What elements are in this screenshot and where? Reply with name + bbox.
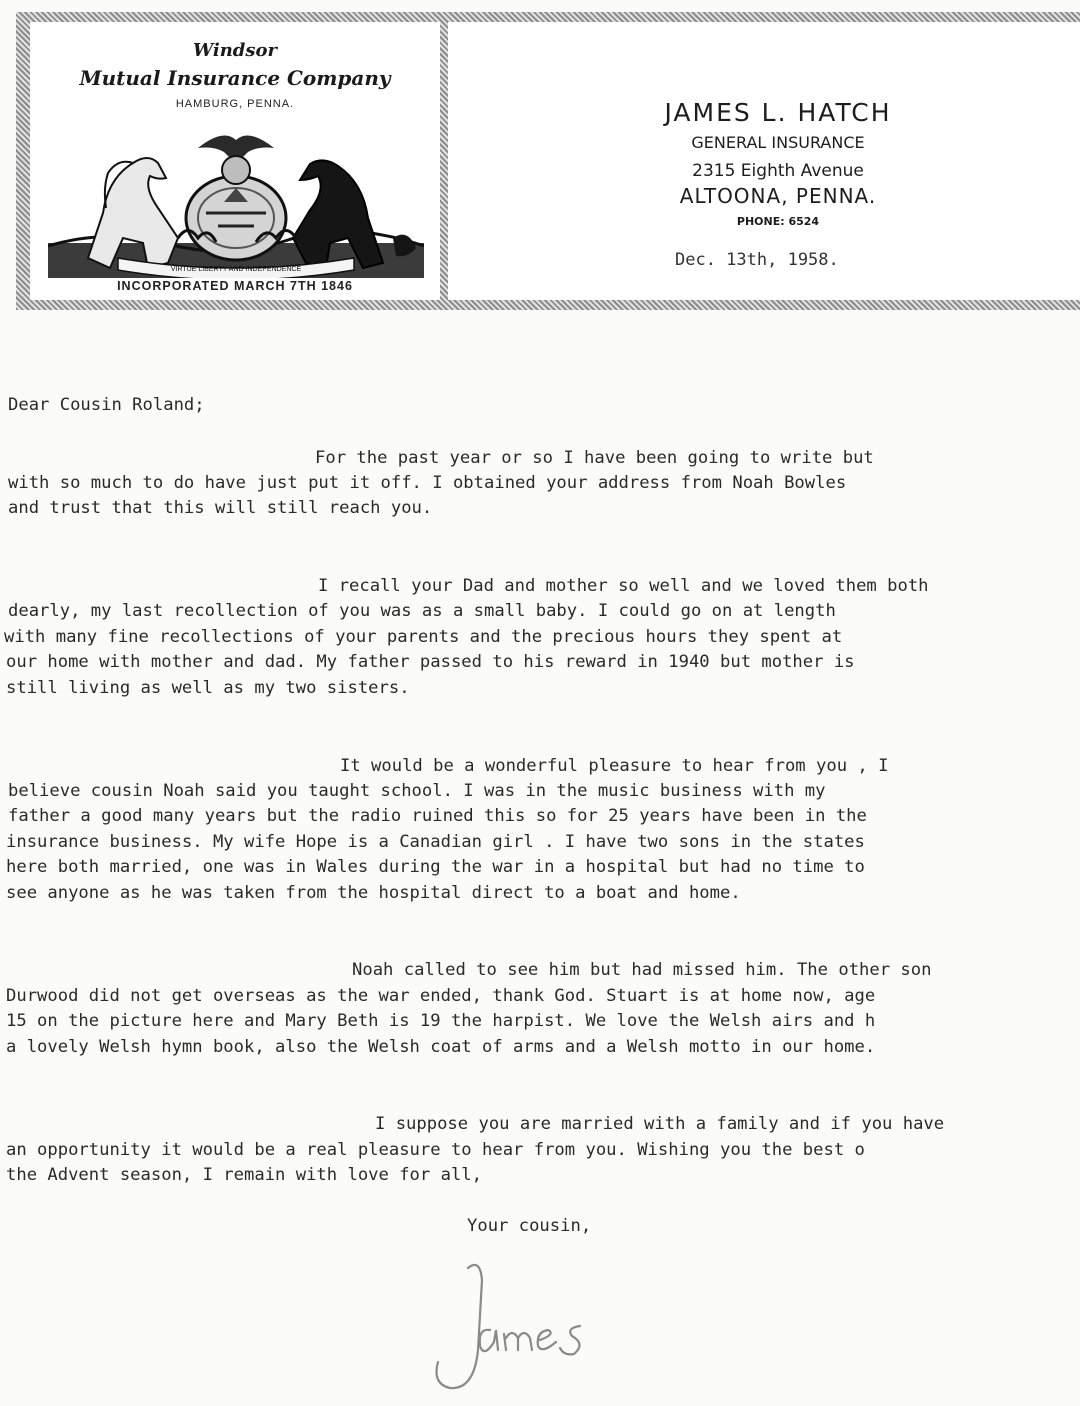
agent-panel [448, 22, 1080, 300]
salutation: Dear Cousin Roland; [8, 395, 205, 415]
text-line: I recall your Dad and mother so well and we loved them both [318, 576, 929, 596]
text-line: here both married, one was in Wales during the war in a hospital but had no time to [6, 857, 865, 877]
text-line: Durwood did not get overseas as the war ended, thank God. Stuart is at home now, age [6, 986, 876, 1006]
coat-of-arms-engraving [48, 118, 424, 278]
text-line: with many fine recollections of your parents and the precious hours they spent at [4, 627, 843, 647]
company-name-line1: Windsor [192, 40, 278, 61]
agent-name: JAMES L. HATCH [664, 98, 892, 127]
text-line: our home with mother and dad. My father passed to his reward in 1940 but mother is [6, 652, 855, 672]
text-line: dearly, my last recollection of you was as a small baby. I could go on at length [8, 601, 836, 621]
text-line: believe cousin Noah said you taught school. I was in the music business with my [8, 781, 826, 801]
letter-date: Dec. 13th, 1958. [675, 250, 839, 270]
letterhead [16, 12, 1080, 310]
agent-phone: PHONE: 6524 [736, 215, 820, 228]
text-line: insurance business. My wife Hope is a Canadian girl . I have two sons in the states [6, 832, 865, 852]
company-panel [30, 22, 440, 300]
agent-title: GENERAL INSURANCE [691, 133, 865, 152]
handwritten-signature [420, 1250, 620, 1400]
company-location: HAMBURG, PENNA. [175, 98, 295, 110]
text-line: It would be a wonderful pleasure to hear from you , I [340, 756, 889, 776]
text-line: Noah called to see him but had missed him. The other son [352, 960, 932, 980]
agent-city: ALTOONA, PENNA. [679, 184, 877, 208]
text-line: still living as well as my two sisters. [6, 678, 410, 698]
text-line: an opportunity it would be a real pleasure to hear from you. Wishing you the best o [6, 1140, 865, 1160]
text-line: a lovely Welsh hymn book, also the Welsh coat of arms and a Welsh motto in our home. [6, 1037, 876, 1057]
text-line: see anyone as he was taken from the hospital direct to a boat and home. [6, 883, 741, 903]
text-line: I suppose you are married with a family and if you have [375, 1114, 945, 1134]
incorporation-line: INCORPORATED MARCH 7TH 1846 [117, 279, 353, 293]
company-name-line2: Mutual Insurance Company [79, 66, 391, 90]
text-line: the Advent season, I remain with love for all, [6, 1165, 482, 1185]
agent-address: 2315 Eighth Avenue [692, 161, 864, 181]
text-line: For the past year or so I have been going to write but [315, 448, 874, 468]
text-line: and trust that this will still reach you. [8, 498, 433, 518]
text-line: with so much to do have just put it off. I obtained your address from Noah Bowles [8, 473, 847, 493]
seal-motto: VIRTUE LIBERTY AND INDEPENDENCE [170, 266, 302, 273]
text-line: father a good many years but the radio ruined this so for 25 years have been in the [8, 806, 867, 826]
text-line: 15 on the picture here and Mary Beth is 19 the harpist. We love the Welsh airs and h [6, 1011, 876, 1031]
closing: Your cousin, [467, 1216, 592, 1236]
